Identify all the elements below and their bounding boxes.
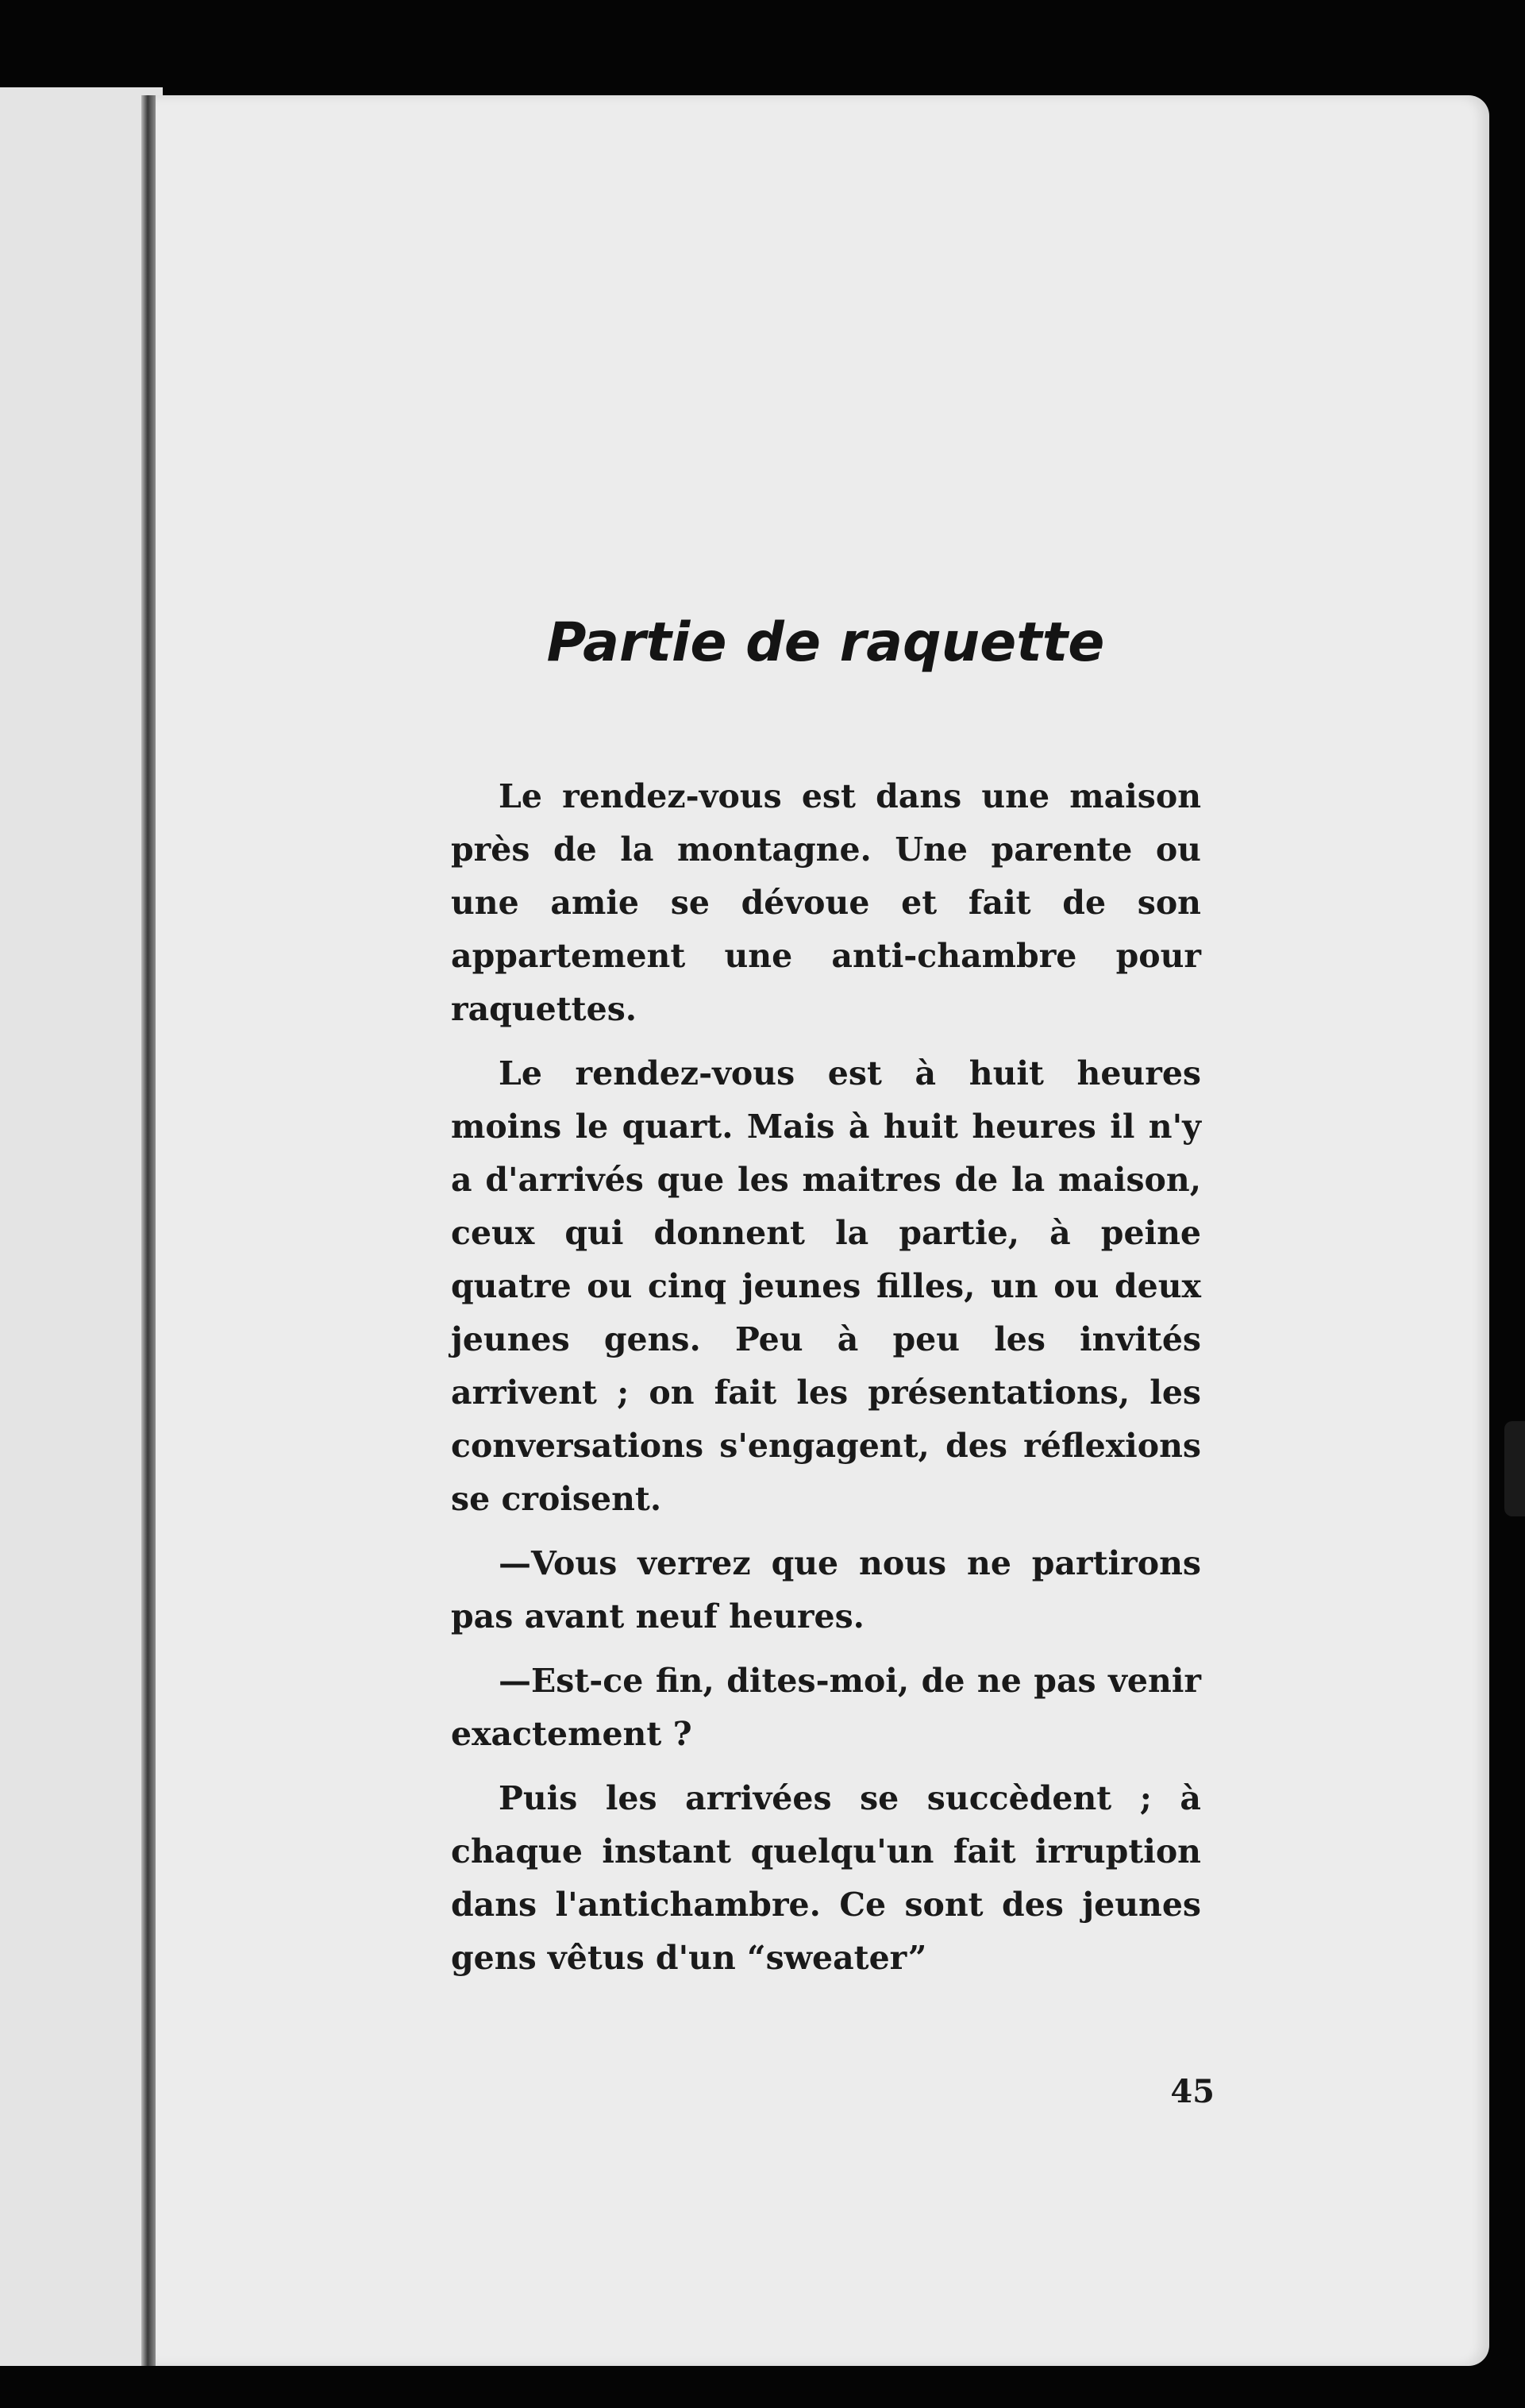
chapter-title: Partie de raquette bbox=[546, 611, 1105, 674]
page-number: 45 bbox=[1170, 2073, 1215, 2110]
page-edge-shadow bbox=[1504, 1421, 1525, 1516]
paragraph: Puis les arrivées se succèdent ; à chaque instant quelqu'un fait irruption dans l'antichambre. Ce sont des jeunes gens vêtus d'un “sweater” bbox=[451, 1779, 1201, 1977]
body-text bbox=[451, 770, 1201, 1996]
paragraph: Le rendez-vous est dans une maison près de la montagne. Une parente ou une amie se dévoue et fait de son appartement une anti-chambre pour raquettes. bbox=[451, 777, 1201, 1028]
paragraph: —Est-ce fin, dites-moi, de ne pas venir exactement ? bbox=[451, 1662, 1201, 1753]
paragraph: —Vous verrez que nous ne partirons pas avant neuf heures. bbox=[451, 1544, 1201, 1636]
paragraph: Le rendez-vous est à huit heures moins le quart. Mais à huit heures il n'y a d'arrivés que les maitres de la maison, ceux qui donnent la partie, à peine quatre ou cinq jeunes filles, un ou deux jeunes gens. Peu à peu les invités arrivent ; on fait les présentations, les conversations s'engagent, des réflexions se croisent. bbox=[451, 1054, 1201, 1518]
book-gutter bbox=[141, 95, 156, 2366]
left-page-edge bbox=[0, 87, 163, 2366]
